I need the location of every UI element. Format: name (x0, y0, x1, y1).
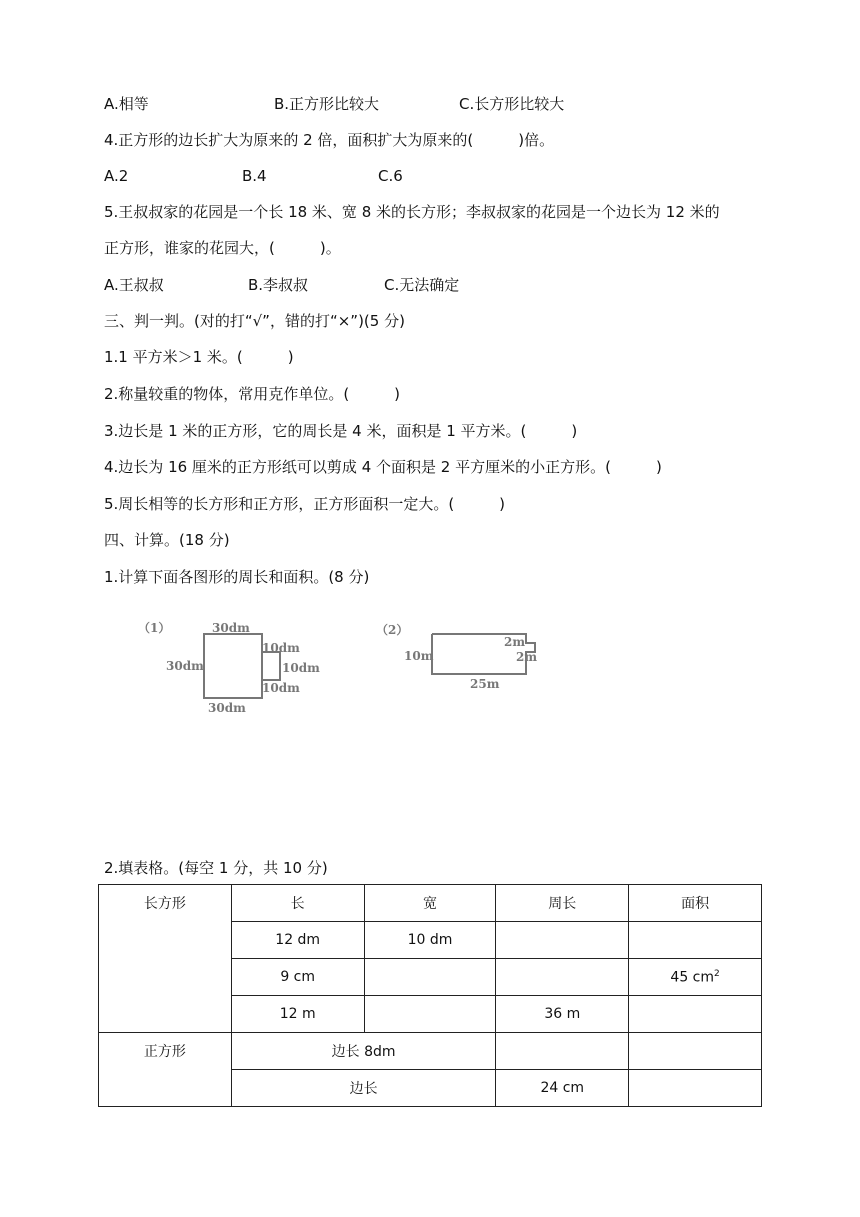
q3-option-a: A.相等 (104, 95, 149, 113)
q5-stem-line1: 5.王叔叔家的花园是一个长 18 米、宽 8 米的长方形；李叔叔家的花园是一个边长为 12 米的 (104, 203, 720, 221)
q4-option-c: C.6 (378, 167, 403, 185)
table-cell-blank[interactable] (496, 1033, 629, 1070)
judge-item-2: 2.称量较重的物体，常用克作单位。( ) (104, 385, 401, 403)
figure-2-dim-bottom: 25m (470, 677, 500, 691)
table-cell-area (629, 959, 762, 996)
figure-1-dim-top: 30dm (212, 621, 250, 635)
figure-1-dim-notch-right: 10dm (282, 661, 320, 675)
area-superscript: 2 (714, 968, 720, 979)
calc-question-1: 1.计算下面各图形的周长和面积。(8 分) (104, 568, 370, 586)
judge-item-1: 1.1 平方米＞1 米。( ) (104, 348, 294, 366)
table-cell: 边长 8dm (231, 1033, 496, 1070)
square-label-cell: 正方形 (99, 1033, 232, 1107)
section4-title: 四、计算。(18 分) (104, 531, 230, 549)
table-cell-blank[interactable] (629, 1033, 762, 1070)
table-cell-blank[interactable] (364, 959, 496, 996)
header-length: 长 (231, 885, 364, 922)
table-cell: 24 cm (496, 1070, 629, 1107)
fill-table (98, 884, 762, 1107)
table-row (99, 885, 762, 922)
header-perimeter: 周长 (496, 885, 629, 922)
figure-1 (138, 620, 320, 715)
q3-option-b: B.正方形比较大 (274, 95, 380, 113)
table-cell-blank[interactable] (629, 1070, 762, 1107)
table-cell: 9 cm (231, 959, 364, 996)
table-cell: 边长 (231, 1070, 496, 1107)
q4-option-a: A.2 (104, 167, 129, 185)
q3-option-c: C.长方形比较大 (459, 95, 565, 113)
figure-1-dim-left: 30dm (166, 659, 204, 673)
q5-stem-line2: 正方形，谁家的花园大，( )。 (104, 239, 341, 257)
figure-1-dim-notch-bottom: 10dm (262, 681, 300, 695)
table-cell-blank[interactable] (629, 922, 762, 959)
figure-1-dim-notch-top: 10dm (262, 641, 300, 655)
table-cell: 10 dm (364, 922, 496, 959)
section3-title: 三、判一判。(对的打“√”，错的打“×”)(5 分) (104, 312, 405, 330)
area-value: 45 cm (670, 969, 715, 986)
table-cell: 12 dm (231, 922, 364, 959)
table-row (99, 1033, 762, 1070)
figure-2-dim-left: 10m (404, 649, 434, 663)
q5-option-a: A.王叔叔 (104, 276, 164, 294)
figure-1-dim-bottom: 30dm (208, 701, 246, 715)
figure-2-dim-notch-right: 2m (516, 650, 538, 664)
figure-1-outline (204, 634, 262, 698)
calc-question-2: 2.填表格。(每空 1 分，共 10 分) (104, 859, 328, 877)
header-area: 面积 (629, 885, 762, 922)
rect-label-cell: 长方形 (99, 885, 232, 1033)
table-cell: 36 m (496, 996, 629, 1033)
judge-item-4: 4.边长为 16 厘米的正方形纸可以剪成 4 个面积是 2 平方厘米的小正方形。( ) (104, 458, 662, 476)
table-cell-blank[interactable] (364, 996, 496, 1033)
judge-item-3: 3.边长是 1 米的正方形，它的周长是 4 米，面积是 1 平方米。( ) (104, 422, 578, 440)
header-width: 宽 (364, 885, 496, 922)
figure-2-dim-notch-top: 2m (504, 635, 526, 649)
q4-stem: 4.正方形的边长扩大为原来的 2 倍，面积扩大为原来的( )倍。 (104, 131, 555, 149)
q4-option-b: B.4 (242, 167, 267, 185)
figure-2 (376, 622, 537, 691)
figure-1-label: （1） (138, 621, 171, 635)
table-cell-blank[interactable] (496, 922, 629, 959)
figure-2-label: （2） (376, 623, 409, 637)
table-cell-blank[interactable] (496, 959, 629, 996)
q5-option-b: B.李叔叔 (248, 276, 309, 294)
table-cell: 12 m (231, 996, 364, 1033)
shape-figures (130, 612, 560, 722)
judge-item-5: 5.周长相等的长方形和正方形，正方形面积一定大。( ) (104, 495, 506, 513)
table-cell-blank[interactable] (629, 996, 762, 1033)
q5-option-c: C.无法确定 (384, 276, 460, 294)
